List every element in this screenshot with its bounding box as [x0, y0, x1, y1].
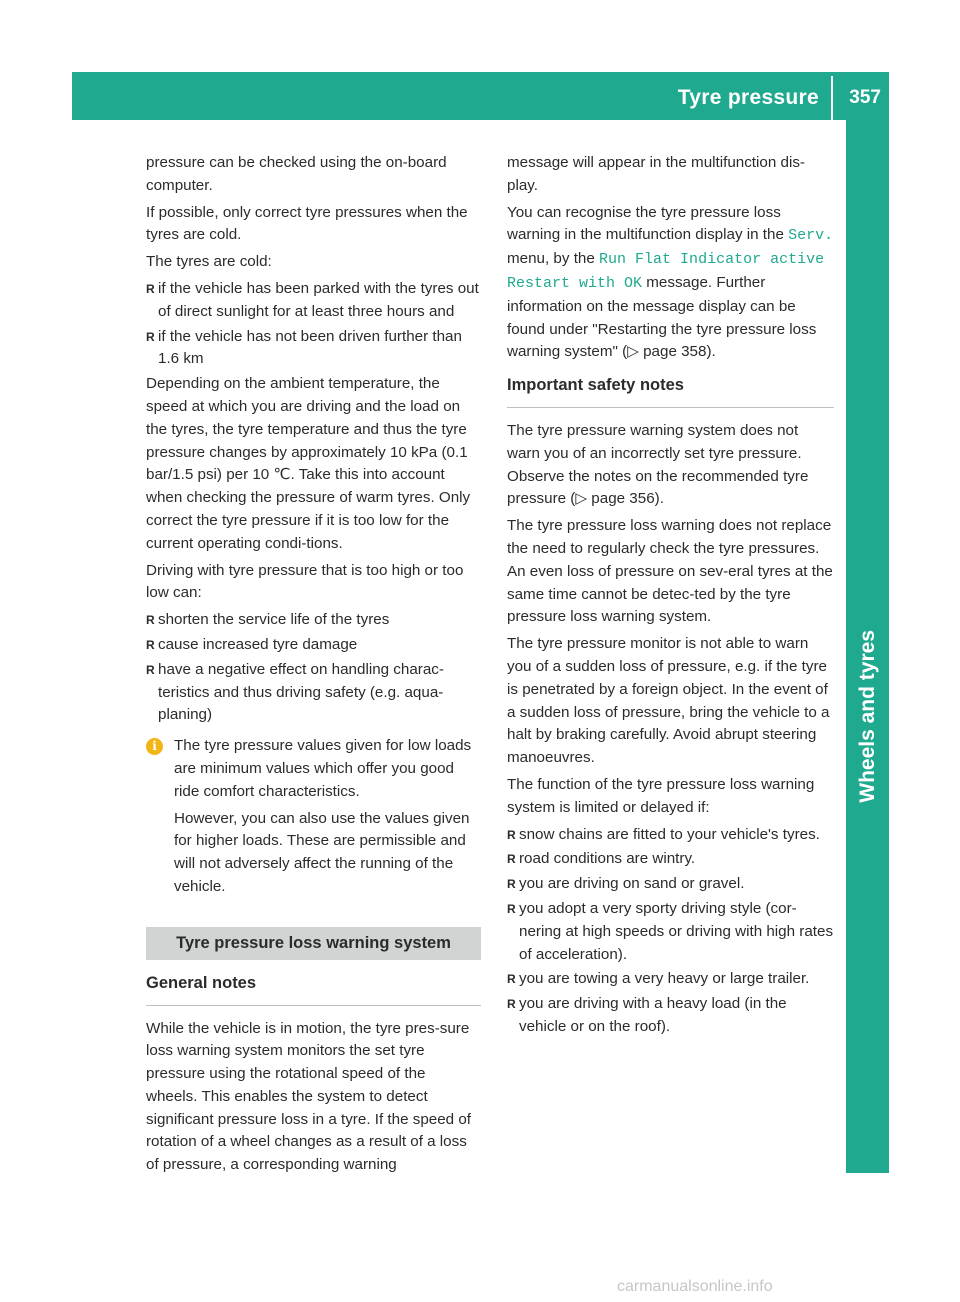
text-run: You can recognise the tyre pressure loss warning in the multifunction display in the [507, 203, 784, 244]
section-heading: Tyre pressure loss warning system [146, 927, 481, 960]
list-item: R you adopt a very sporty driving style (cor-nering at high speeds or driving with high rates of acceleration). [507, 898, 834, 966]
text-run: message. Further information on the message display can be found under "Restarting the tyre pressure loss warning system" ( [507, 273, 817, 361]
paragraph: Depending on the ambient temperature, the speed at which you are driving and the load on the tyres, the tyre temperature and thus the tyre pressure changes by approximately 10 kPa (0.1 bar/1.5 psi) per 10 ℃. Take this into account when checking the pressure of warm tyres. Only correct the tyre pressure if it is too low for the current operating condi-tions. [146, 375, 471, 552]
paragraph: The tyres are cold: [146, 253, 272, 271]
page-number: 357 [849, 87, 881, 108]
info-note [146, 735, 481, 899]
list-item: R cause increased tyre damage [146, 634, 481, 657]
menu-name: Serv. [788, 227, 834, 245]
list-item: R have a negative effect on handling charac-teristics and thus driving safety (e.g. aqua-planing) [146, 659, 481, 727]
list-item: R road conditions are wintry. [507, 848, 834, 871]
arrow-icon: ▷ [575, 490, 588, 508]
page-title: Tyre pressure [677, 86, 819, 109]
text-run: menu, by the [507, 250, 595, 268]
left-column [146, 152, 481, 1181]
text-run: The tyre pressure warning system does not warn you of an incorrectly set tyre pressure. Observe the notes on the recommended tyre pressure ( [507, 421, 809, 508]
display-message: Run Flat Indicator active Restart with OK [507, 251, 825, 292]
list-item: R you are driving with a heavy load (in the vehicle or on the roof). [507, 993, 834, 1039]
subheading: General notes [146, 972, 481, 1006]
subheading: Important safety notes [507, 374, 834, 408]
chapter-tab-label: Wheels and tyres [855, 630, 879, 803]
text-run: ). [706, 343, 716, 361]
info-text: The tyre pressure values given for low loads are minimum values which offer you good ride comfort characteristics. [174, 737, 472, 800]
paragraph: The function of the tyre pressure loss warning system is limited or delayed if: [507, 775, 815, 816]
paragraph: pressure can be checked using the on-board computer. [146, 154, 447, 194]
paragraph [507, 202, 834, 365]
paragraph: Driving with tyre pressure that is too high or too low can: [146, 561, 464, 602]
list-item: R if the vehicle has been parked with the tyres out of direct sunlight for at least three hours and [146, 278, 481, 324]
list-item: R you are driving on sand or gravel. [507, 873, 834, 896]
list-item: R snow chains are fitted to your vehicle's tyres. [507, 824, 834, 847]
page-reference[interactable]: page 356 [591, 490, 655, 508]
list-item: R shorten the service life of the tyres [146, 609, 481, 632]
info-icon: i [146, 738, 163, 755]
list-item: R you are towing a very heavy or large trailer. [507, 968, 834, 991]
chapter-tab [846, 120, 889, 1173]
info-text: However, you can also use the values given for higher loads. These are permissible and will not adversely affect the running of the vehicle. [174, 809, 470, 895]
paragraph: The tyre pressure loss warning does not replace the need to regularly check the tyre pressures. An even loss of pressure on sev-eral tyres at the same time cannot be detec-ted by the tyre pressure loss warning system. [507, 517, 833, 626]
watermark: carmanualsonline.info [617, 1278, 773, 1295]
page-reference[interactable]: page 358 [643, 343, 707, 361]
header-divider [831, 76, 833, 120]
right-column [507, 152, 834, 1041]
paragraph: While the vehicle is in motion, the tyre pres-sure loss warning system monitors the set tyre pressure using the rotational speed of the wheels. This enables the system to detect significant pressure loss in a tyre. If the speed of rotation of a wheel changes as a result of a loss of pressure, a corresponding warning [146, 1019, 472, 1174]
paragraph [507, 420, 834, 511]
paragraph: The tyre pressure monitor is not able to warn you of a sudden loss of pressure, e.g. if the tyre is penetrated by a foreign object. In the event of a sudden loss of pressure, bring the vehicle to a halt by braking carefully. Avoid abrupt steering manoeuvres. [507, 635, 830, 767]
paragraph: If possible, only correct tyre pressures when the tyres are cold. [146, 203, 468, 244]
text-run: ). [654, 490, 664, 508]
arrow-icon: ▷ [627, 343, 639, 361]
list-item: R if the vehicle has not been driven further than 1.6 km [146, 326, 481, 372]
paragraph: message will appear in the multifunction dis-play. [507, 154, 805, 194]
page-header [72, 72, 889, 120]
